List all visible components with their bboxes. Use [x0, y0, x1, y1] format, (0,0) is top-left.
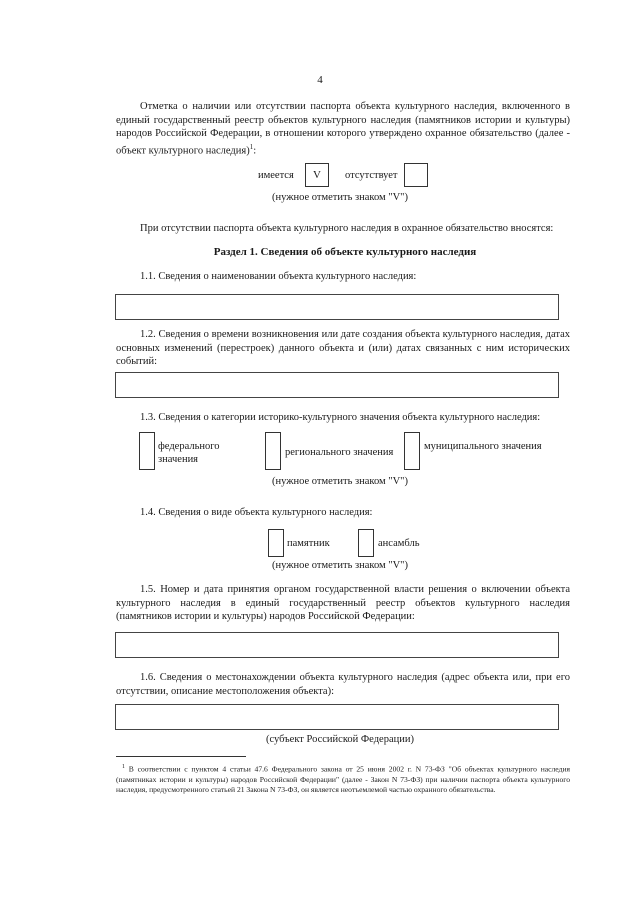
- s1-1-label: 1.1. Сведения о наименовании объекта культурного наследия:: [140, 271, 417, 282]
- object-name-field[interactable]: [115, 294, 559, 320]
- s1-6-label: 1.6. Сведения о местонахождении объекта культурного наследия (адрес объекта или, при его отсутствии, описание местоположения объекта):: [116, 672, 570, 697]
- ensemble-label: ансамбль: [378, 538, 420, 549]
- s1-3-label: 1.3. Сведения о категории историко-культурного значения объекта культурного наследия:: [140, 412, 541, 423]
- object-dates-field[interactable]: [115, 372, 559, 398]
- footnote: [116, 762, 570, 795]
- passport-has-mark: V: [313, 169, 321, 181]
- passport-has-label: имеется: [258, 170, 294, 181]
- footnote-ref: 1: [249, 142, 254, 151]
- passport-intro-text: Отметка о наличии или отсутствии паспорта объекта культурного наследия, включенного в единый государственный реестр объектов культурного наследия (памятников истории и культуры) народов Российской Федерации, в отношении которого утверждено охранное обязательство (далее - объект культурного наследия): [116, 101, 570, 156]
- page-number: 4: [317, 74, 323, 86]
- monument-checkbox[interactable]: [268, 529, 284, 557]
- section-title: Раздел 1. Сведения об объекте культурного наследия: [213, 246, 477, 258]
- federal-label-line2: значения: [158, 454, 199, 465]
- s1-5-label: 1.5. Номер и дата принятия органом государственной власти решения о включении объекта культурного наследия в единый государственный реестр объектов культурного наследия (памятников истории и культуры) народов Российской Федерации:: [116, 584, 570, 622]
- footnote-mark: 1: [122, 764, 125, 770]
- regional-checkbox[interactable]: [265, 432, 281, 470]
- s1-4-note: (нужное отметить знаком "V"): [272, 560, 408, 571]
- municipal-checkbox[interactable]: [404, 432, 420, 470]
- registry-decision-field[interactable]: [115, 632, 559, 658]
- passport-absent-label: отсутствует: [345, 170, 398, 181]
- municipal-label: муниципального значения: [424, 441, 542, 452]
- s1-4-label: 1.4. Сведения о виде объекта культурного наследия:: [140, 507, 373, 518]
- federal-label-line1: федерального: [158, 441, 220, 452]
- footnote-text: В соответствии с пунктом 4 статьи 47.6 Федерального закона от 25 июня 2002 г. N 73-ФЗ "Об объектах культурного наследия (памятниках истории и культуры) народов Российской Федерации" (далее - Закон N 73-ФЗ) при наличии паспорта объекта культурного наследия, предусмотренного статьей 21 Закона N 73-ФЗ, он является неотъемлемой частью охранного обязательства.: [116, 764, 570, 794]
- s1-2-label: 1.2. Сведения о времени возникновения или дате создания объекта культурного наследия, датах основных изменений (перестроек) данного объекта и (или) датах связанных с ним исторических событий:: [116, 329, 570, 367]
- federal-label: [158, 440, 220, 466]
- s1-3-note: (нужное отметить знаком "V"): [272, 476, 408, 487]
- regional-label: регионального значения: [285, 447, 394, 458]
- passport-note: (нужное отметить знаком "V"): [272, 192, 408, 203]
- passport-absent-checkbox[interactable]: [404, 163, 428, 187]
- federal-checkbox[interactable]: [139, 432, 155, 470]
- passport-has-checkbox[interactable]: [305, 163, 329, 187]
- subject-caption: (субъект Российской Федерации): [266, 734, 414, 745]
- absent-passport-note: При отсутствии паспорта объекта культурного наследия в охранное обязательство вносятся:: [140, 223, 554, 234]
- passport-intro: Отметка о наличии или отсутствии паспорта объекта культурного наследия, включенного в единый государственный реестр объектов культурного наследия (памятников истории и культуры) народов Российской Федерации, в отношении которого утверждено охранное обязательство (далее - объект культурного наследия)$^1$:: [116, 101, 570, 156]
- location-field[interactable]: [115, 704, 559, 730]
- footnote-separator: [116, 756, 246, 757]
- monument-label: памятник: [287, 538, 330, 549]
- ensemble-checkbox[interactable]: [358, 529, 374, 557]
